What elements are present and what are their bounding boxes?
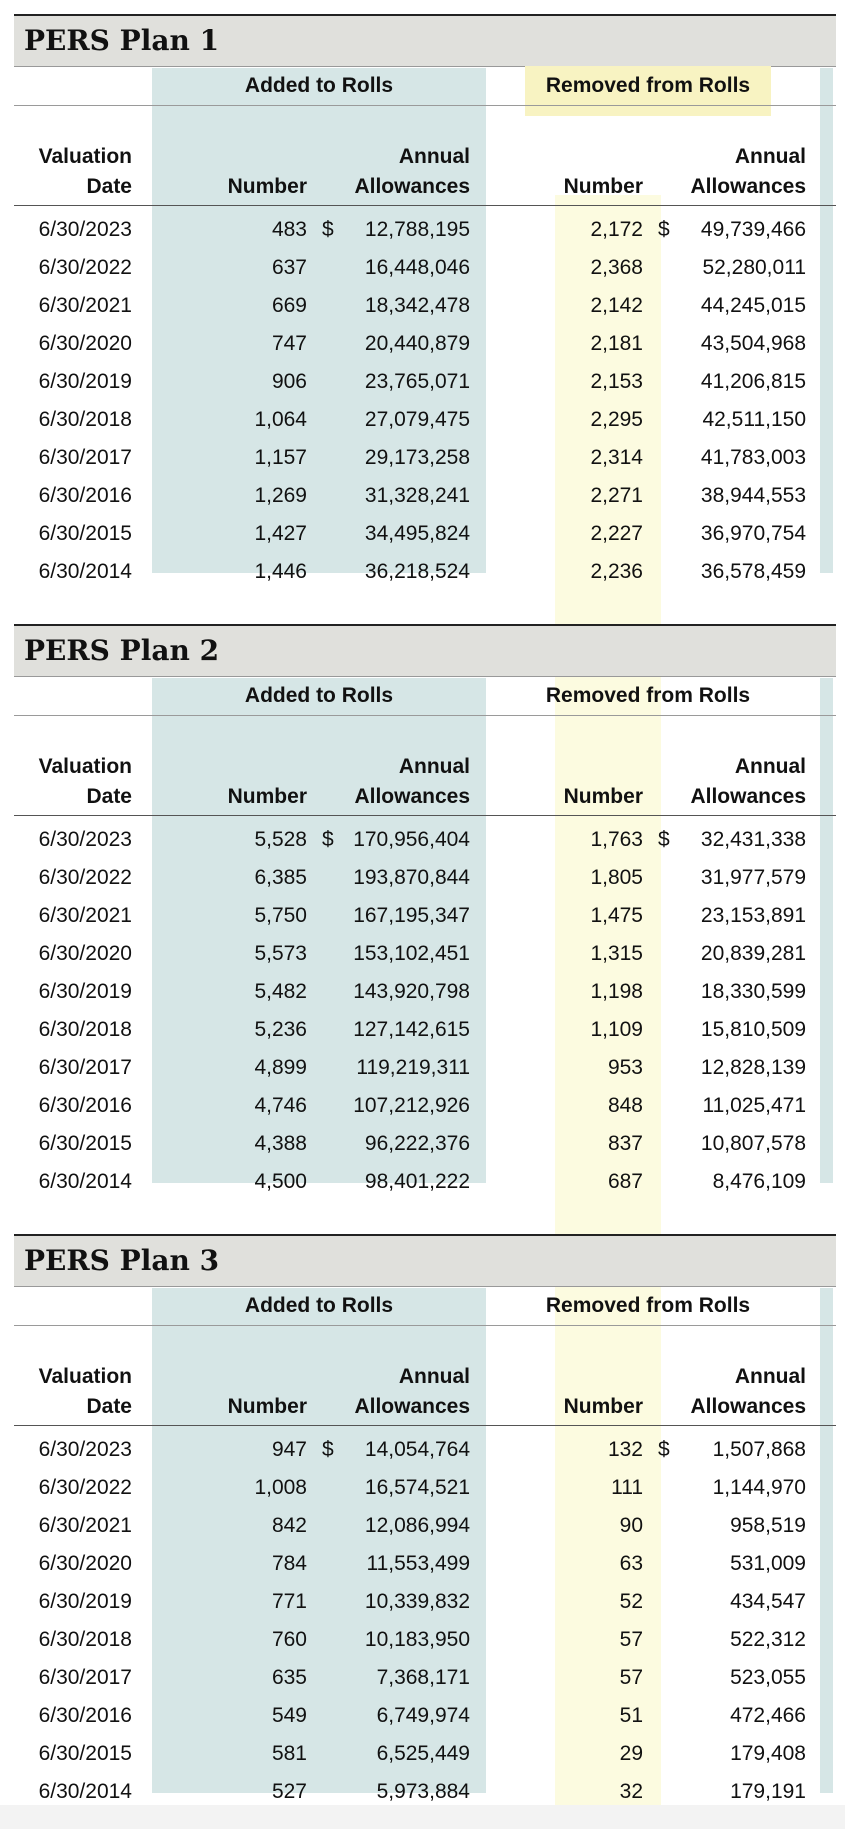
valuation-date-cell: 6/30/2017 — [38, 1056, 132, 1079]
removed-allowances-cell: 1,144,970 — [712, 1476, 806, 1499]
removed-number-header-line2: Number — [563, 1395, 643, 1418]
added-allowances-cell: 34,495,824 — [364, 522, 470, 545]
valuation-date-header-line1: Valuation — [38, 145, 132, 168]
valuation-date-cell: 6/30/2016 — [38, 484, 132, 507]
valuation-date-cell: 6/30/2020 — [38, 332, 132, 355]
column-header-rule — [14, 815, 836, 816]
table-row — [0, 401, 845, 439]
added-number-cell: 1,008 — [254, 1476, 307, 1499]
added-number-cell: 5,750 — [254, 904, 307, 927]
removed-allowances-cell: 10,807,578 — [700, 1132, 806, 1155]
table-row — [0, 1735, 845, 1773]
added-number-header-line2: Number — [227, 1395, 307, 1418]
removed-number-cell: 687 — [607, 1170, 643, 1193]
added-allowances-cell: 127,142,615 — [353, 1018, 470, 1041]
added-allowances-cell: 27,079,475 — [364, 408, 470, 431]
table-row — [0, 1697, 845, 1735]
added-allowances-header-line2: Allowances — [354, 785, 470, 808]
added-number-cell: 4,500 — [254, 1170, 307, 1193]
added-number-cell: 1,064 — [254, 408, 307, 431]
removed-allowances-cell: 44,245,015 — [700, 294, 806, 317]
valuation-date-cell: 6/30/2022 — [38, 1476, 132, 1499]
added-allowances-cell: 170,956,404 — [353, 828, 470, 851]
removed-allowances-header-line2: Allowances — [690, 785, 806, 808]
table-row — [0, 1659, 845, 1697]
table-row — [0, 935, 845, 973]
group-header-rule — [14, 1325, 836, 1326]
valuation-date-cell: 6/30/2014 — [38, 560, 132, 583]
table-row — [0, 1621, 845, 1659]
removed-allowances-cell: 38,944,553 — [700, 484, 806, 507]
removed-allowances-cell: 36,970,754 — [700, 522, 806, 545]
added-allowances-header-line1: Annual — [398, 1365, 470, 1388]
removed-number-cell: 2,172 — [590, 218, 643, 241]
removed-number-cell: 2,181 — [590, 332, 643, 355]
added-number-cell: 5,528 — [254, 828, 307, 851]
added-allowances-cell: 12,086,994 — [364, 1514, 470, 1537]
removed-allowances-cell: 12,828,139 — [700, 1056, 806, 1079]
removed-number-cell: 57 — [619, 1666, 643, 1689]
valuation-date-header-line1: Valuation — [38, 755, 132, 778]
valuation-date-cell: 6/30/2022 — [38, 256, 132, 279]
valuation-date-header-line1: Valuation — [38, 1365, 132, 1388]
table-row — [0, 1545, 845, 1583]
valuation-date-cell: 6/30/2015 — [38, 1742, 132, 1765]
valuation-date-cell: 6/30/2018 — [38, 408, 132, 431]
removed-number-cell: 2,314 — [590, 446, 643, 469]
added-number-cell: 669 — [271, 294, 307, 317]
pers-plan-section — [0, 14, 845, 604]
removed-allowances-header-line2: Allowances — [690, 175, 806, 198]
currency-symbol: $ — [322, 828, 334, 851]
removed-allowances-cell: 23,153,891 — [700, 904, 806, 927]
added-allowances-cell: 23,765,071 — [364, 370, 470, 393]
removed-number-cell: 2,368 — [590, 256, 643, 279]
valuation-date-header-line2: Date — [86, 785, 132, 808]
table-row — [0, 1087, 845, 1125]
valuation-date-cell: 6/30/2016 — [38, 1704, 132, 1727]
added-allowances-cell: 10,183,950 — [364, 1628, 470, 1651]
removed-number-cell: 2,227 — [590, 522, 643, 545]
removed-number-cell: 63 — [619, 1552, 643, 1575]
removed-allowances-cell: 434,547 — [730, 1590, 806, 1613]
removed-allowances-header-line1: Annual — [734, 1365, 806, 1388]
added-allowances-cell: 153,102,451 — [353, 942, 470, 965]
currency-symbol: $ — [322, 218, 334, 241]
valuation-date-cell: 6/30/2021 — [38, 1514, 132, 1537]
removed-allowances-cell: 42,511,150 — [702, 408, 806, 431]
section-header-band — [14, 1234, 836, 1287]
added-allowances-cell: 6,749,974 — [376, 1704, 470, 1727]
added-allowances-cell: 5,973,884 — [376, 1780, 470, 1803]
valuation-date-cell: 6/30/2017 — [38, 446, 132, 469]
added-allowances-cell: 16,574,521 — [364, 1476, 470, 1499]
currency-symbol: $ — [658, 218, 670, 241]
added-number-cell: 1,446 — [254, 560, 307, 583]
added-number-cell: 1,427 — [254, 522, 307, 545]
removed-allowances-cell: 472,466 — [730, 1704, 806, 1727]
added-allowances-cell: 16,448,046 — [364, 256, 470, 279]
valuation-date-cell: 6/30/2014 — [38, 1780, 132, 1803]
removed-number-cell: 32 — [619, 1780, 643, 1803]
removed-allowances-header-line1: Annual — [734, 755, 806, 778]
column-header-rule — [14, 205, 836, 206]
removed-allowances-cell: 531,009 — [730, 1552, 806, 1575]
section-title: PERS Plan 2 — [24, 634, 220, 667]
removed-number-cell: 51 — [619, 1704, 643, 1727]
valuation-date-cell: 6/30/2018 — [38, 1018, 132, 1041]
added-number-cell: 4,746 — [254, 1094, 307, 1117]
added-allowances-cell: 98,401,222 — [364, 1170, 470, 1193]
added-number-header-line2: Number — [227, 175, 307, 198]
table-row — [0, 325, 845, 363]
removed-allowances-cell: 49,739,466 — [700, 218, 806, 241]
added-allowances-cell: 18,342,478 — [364, 294, 470, 317]
table-row — [0, 859, 845, 897]
added-number-cell: 947 — [271, 1438, 307, 1461]
added-number-cell: 771 — [271, 1590, 307, 1613]
valuation-date-cell: 6/30/2023 — [38, 218, 132, 241]
added-number-cell: 4,899 — [254, 1056, 307, 1079]
removed-number-cell: 1,315 — [590, 942, 643, 965]
added-to-rolls-heading: Added to Rolls — [244, 1294, 394, 1317]
added-number-cell: 5,482 — [254, 980, 307, 1003]
removed-allowances-header-line1: Annual — [734, 145, 806, 168]
removed-number-cell: 848 — [607, 1094, 643, 1117]
added-allowances-header-line1: Annual — [398, 755, 470, 778]
removed-allowances-cell: 31,977,579 — [700, 866, 806, 889]
added-allowances-cell: 10,339,832 — [364, 1590, 470, 1613]
table-row — [0, 211, 845, 249]
table-row — [0, 477, 845, 515]
removed-allowances-cell: 523,055 — [730, 1666, 806, 1689]
added-allowances-cell: 29,173,258 — [364, 446, 470, 469]
valuation-date-cell: 6/30/2023 — [38, 828, 132, 851]
added-number-cell: 527 — [271, 1780, 307, 1803]
table-row — [0, 821, 845, 859]
removed-allowances-cell: 1,507,868 — [712, 1438, 806, 1461]
added-allowances-cell: 96,222,376 — [364, 1132, 470, 1155]
removed-allowances-cell: 15,810,509 — [700, 1018, 806, 1041]
added-number-cell: 4,388 — [254, 1132, 307, 1155]
added-number-cell: 6,385 — [254, 866, 307, 889]
valuation-date-cell: 6/30/2022 — [38, 866, 132, 889]
valuation-date-cell: 6/30/2020 — [38, 1552, 132, 1575]
removed-allowances-cell: 958,519 — [730, 1514, 806, 1537]
table-row — [0, 515, 845, 553]
valuation-date-cell: 6/30/2017 — [38, 1666, 132, 1689]
added-allowances-cell: 119,219,311 — [356, 1056, 470, 1079]
removed-number-cell: 953 — [607, 1056, 643, 1079]
removed-number-cell: 2,153 — [590, 370, 643, 393]
table-row — [0, 973, 845, 1011]
removed-allowances-cell: 522,312 — [730, 1628, 806, 1651]
removed-allowances-cell: 32,431,338 — [700, 828, 806, 851]
group-header-rule — [14, 105, 836, 106]
column-header-rule — [14, 1425, 836, 1426]
removed-allowances-header-line2: Allowances — [690, 1395, 806, 1418]
valuation-date-cell: 6/30/2020 — [38, 942, 132, 965]
valuation-date-cell: 6/30/2015 — [38, 522, 132, 545]
added-allowances-cell: 31,328,241 — [364, 484, 470, 507]
removed-number-cell: 1,763 — [590, 828, 643, 851]
table-row — [0, 1049, 845, 1087]
removed-from-rolls-heading: Removed from Rolls — [545, 1294, 751, 1317]
removed-number-cell: 57 — [619, 1628, 643, 1651]
removed-number-cell: 90 — [619, 1514, 643, 1537]
valuation-date-cell: 6/30/2019 — [38, 980, 132, 1003]
added-allowances-cell: 7,368,171 — [376, 1666, 470, 1689]
currency-symbol: $ — [658, 1438, 670, 1461]
removed-allowances-cell: 43,504,968 — [700, 332, 806, 355]
added-number-cell: 784 — [271, 1552, 307, 1575]
table-row — [0, 1011, 845, 1049]
added-number-cell: 1,269 — [254, 484, 307, 507]
removed-number-cell: 1,475 — [590, 904, 643, 927]
pers-plan-section — [0, 624, 845, 1214]
added-number-cell: 5,573 — [254, 942, 307, 965]
table-row — [0, 439, 845, 477]
added-number-cell: 747 — [271, 332, 307, 355]
added-number-cell: 637 — [271, 256, 307, 279]
table-row — [0, 553, 845, 591]
valuation-date-cell: 6/30/2018 — [38, 1628, 132, 1651]
removed-number-cell: 132 — [607, 1438, 643, 1461]
removed-allowances-cell: 41,206,815 — [700, 370, 806, 393]
removed-allowances-cell: 52,280,011 — [702, 256, 806, 279]
removed-from-rolls-heading: Removed from Rolls — [525, 66, 771, 116]
added-number-cell: 760 — [271, 1628, 307, 1651]
table-row — [0, 1583, 845, 1621]
table-row — [0, 249, 845, 287]
table-row — [0, 1507, 845, 1545]
added-number-cell: 635 — [271, 1666, 307, 1689]
removed-number-cell: 29 — [619, 1742, 643, 1765]
removed-allowances-cell: 8,476,109 — [712, 1170, 806, 1193]
removed-number-cell: 2,295 — [590, 408, 643, 431]
added-allowances-cell: 107,212,926 — [353, 1094, 470, 1117]
removed-number-cell: 837 — [607, 1132, 643, 1155]
added-allowances-cell: 36,218,524 — [364, 560, 470, 583]
section-header-band — [14, 14, 836, 67]
valuation-date-cell: 6/30/2019 — [38, 370, 132, 393]
removed-number-cell: 2,271 — [590, 484, 643, 507]
removed-from-rolls-heading: Removed from Rolls — [545, 684, 751, 707]
removed-allowances-cell: 11,025,471 — [702, 1094, 806, 1117]
valuation-date-cell: 6/30/2021 — [38, 904, 132, 927]
added-allowances-cell: 6,525,449 — [376, 1742, 470, 1765]
currency-symbol: $ — [322, 1438, 334, 1461]
table-row — [0, 1163, 845, 1201]
added-allowances-cell: 11,553,499 — [366, 1552, 470, 1575]
table-row — [0, 897, 845, 935]
pers-plan-section — [0, 1234, 845, 1824]
currency-symbol: $ — [658, 828, 670, 851]
section-header-band — [14, 624, 836, 677]
added-allowances-cell: 193,870,844 — [353, 866, 470, 889]
added-number-cell: 581 — [271, 1742, 307, 1765]
removed-number-cell: 1,109 — [590, 1018, 643, 1041]
table-row — [0, 1469, 845, 1507]
added-number-cell: 5,236 — [254, 1018, 307, 1041]
removed-number-cell: 2,142 — [590, 294, 643, 317]
added-allowances-cell: 14,054,764 — [364, 1438, 470, 1461]
added-allowances-header-line1: Annual — [398, 145, 470, 168]
added-allowances-cell: 143,920,798 — [353, 980, 470, 1003]
added-allowances-cell: 167,195,347 — [353, 904, 470, 927]
added-number-cell: 1,157 — [254, 446, 307, 469]
removed-number-header-line2: Number — [563, 785, 643, 808]
removed-number-header-line2: Number — [563, 175, 643, 198]
group-header-rule — [14, 715, 836, 716]
removed-number-cell: 2,236 — [590, 560, 643, 583]
section-title: PERS Plan 3 — [24, 1244, 220, 1277]
added-allowances-header-line2: Allowances — [354, 1395, 470, 1418]
added-number-cell: 906 — [271, 370, 307, 393]
valuation-date-header-line2: Date — [86, 175, 132, 198]
removed-allowances-cell: 18,330,599 — [700, 980, 806, 1003]
removed-allowances-cell: 41,783,003 — [700, 446, 806, 469]
added-number-header-line2: Number — [227, 785, 307, 808]
removed-number-cell: 1,198 — [590, 980, 643, 1003]
removed-allowances-cell: 36,578,459 — [700, 560, 806, 583]
added-to-rolls-heading: Added to Rolls — [244, 74, 394, 97]
removed-number-cell: 1,805 — [590, 866, 643, 889]
valuation-date-header-line2: Date — [86, 1395, 132, 1418]
valuation-date-cell: 6/30/2023 — [38, 1438, 132, 1461]
valuation-date-cell: 6/30/2015 — [38, 1132, 132, 1155]
added-allowances-cell: 20,440,879 — [364, 332, 470, 355]
removed-allowances-cell: 20,839,281 — [700, 942, 806, 965]
removed-number-cell: 52 — [619, 1590, 643, 1613]
bottom-fade — [0, 1805, 845, 1829]
valuation-date-cell: 6/30/2021 — [38, 294, 132, 317]
added-to-rolls-heading: Added to Rolls — [244, 684, 394, 707]
table-row — [0, 1431, 845, 1469]
table-row — [0, 363, 845, 401]
removed-allowances-cell: 179,191 — [730, 1780, 806, 1803]
removed-allowances-cell: 179,408 — [730, 1742, 806, 1765]
added-allowances-header-line2: Allowances — [354, 175, 470, 198]
added-number-cell: 842 — [271, 1514, 307, 1537]
valuation-date-cell: 6/30/2014 — [38, 1170, 132, 1193]
valuation-date-cell: 6/30/2016 — [38, 1094, 132, 1117]
removed-number-cell: 111 — [611, 1476, 643, 1499]
section-title: PERS Plan 1 — [24, 24, 220, 57]
valuation-date-cell: 6/30/2019 — [38, 1590, 132, 1613]
table-row — [0, 287, 845, 325]
added-allowances-cell: 12,788,195 — [364, 218, 470, 241]
added-number-cell: 483 — [271, 218, 307, 241]
table-row — [0, 1125, 845, 1163]
added-number-cell: 549 — [271, 1704, 307, 1727]
